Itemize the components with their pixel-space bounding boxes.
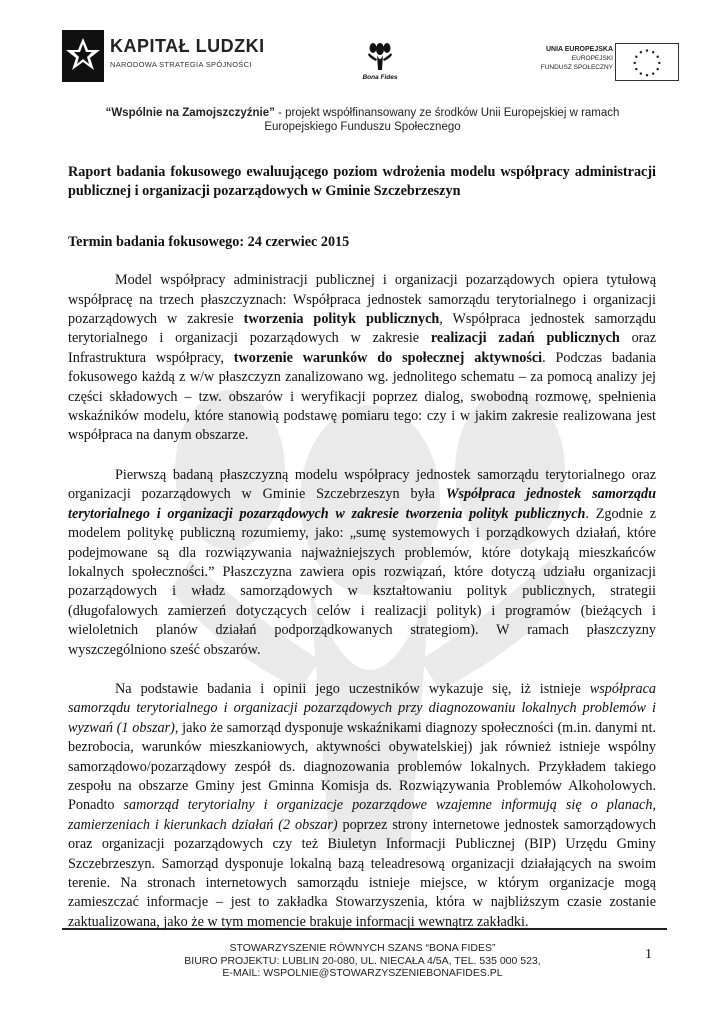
p3-text-2: , jako że samorząd dysponuje wskaźnikami diagnozy społeczności (m.in. danymi nt. bezrobocia, warunków mieszkaniowych, aktywności obywatelskiej) jak również istnieje wspólny samorządowo/pozarządowy zespół ds. diagnozowania problemów lokalnych. Przykładem takiego zespołu na obszarze Gminy jest Gminna Komisja ds. Rozwiązywania Problemów Alkoholowych. Ponadto — [68, 719, 656, 814]
project-line — [70, 106, 655, 134]
kapital-ludzki-icon — [62, 30, 104, 82]
paragraph-2 — [68, 466, 656, 660]
p2-text-2: . Zgodnie z modelem politykę publiczną rozumiemy, jako: „sumę systemowych i porządkowych działań, które podejmowane są dla rozwiązywania najważniejszych problemów, które dotykają mieszkańców lokalnych społeczności.” Płaszczyzna zawiera opis rozwiązań, które dotyczą udziału organizacji pozarządowych i władz samorządowych w kształtowaniu polityk publicznych, strategii (długofalowych zamierzeń dotyczących celów i realizacji polityk) i programów (bieżących i wieloletnich planów działań podporządkowanych strategiom). W ramach płaszczyzny wyszczególniono sześć obszarów. — [68, 505, 657, 658]
eu-line1: UNIA EUROPEJSKA — [545, 46, 613, 53]
footer-line-1: STOWARZYSZENIE RÓWNYCH SZANS “BONA FIDES” — [229, 942, 496, 954]
p1-text-1: Model współpracy administracji publicznej i organizacji pozarządowych opiera tytułową współpracę na trzech płaszczyznach: Współpraca jednostek samorządu terytorialnego i organizacji pozarządowych w zakresie — [68, 272, 656, 328]
p1-bold-3: tworzenie warunków do społecznej aktywności — [233, 349, 543, 366]
eu-text — [541, 45, 613, 72]
p1-text-4: . Podczas badania fokusowego każdą z w/w płaszczyzn zanalizowano wg. jednolitego schematu – za pomocą analizy jej części składowych – tzw. obszarów i weryfikacji poprzez dialog, swobodną rozmowę, spełnienia wskaźników modelu, które stanowią podstawę pomiaru tego: czy i w jakim zakresie realizowana jest współpraca na danym obszarze. — [68, 349, 657, 444]
p1-bold-1: tworzenia polityk publicznych — [243, 311, 440, 328]
paragraph-3 — [68, 680, 656, 932]
bona-fides-icon — [365, 40, 395, 72]
bona-fides-logo — [355, 40, 405, 92]
eu-flag-icon — [615, 43, 679, 81]
project-desc-2: Europejskiego Funduszu Społecznego — [264, 121, 461, 133]
footer-line-2: BIURO PROJEKTU: LUBLIN 20-080, UL. NIECAŁA 4/5A, TEL. 535 000 523, — [184, 954, 541, 967]
document-body — [68, 163, 656, 952]
p2-bold-italic-1: Współpraca jednostek samorządu terytorialnego i organizacji pozarządowych w zakresie tworzenia polityk publicznych — [68, 486, 656, 522]
study-date: Termin badania fokusowego: 24 czerwiec 2015 — [68, 233, 350, 250]
p3-text-3: poprzez strony internetowe jednostek samorządowych oraz organizacji pozarządowych czy też Biuletyn Informacji Publicznej (BIP) Urzędu Gminy Szczebrzeszyn. Samorząd dysponuje lokalną bazą teleadresową organizacji działających na swoim terenie. Na stronach internetowych samorządu istnieje miejsce, w którym organizacje mogą zamieszczać informacje – jest to zakładka Stowarzyszenia, która w najbliższym czasie zostanie zaktualizowana, jako że w tym momencie brakuje informacji wewnątrz zakładki. — [68, 816, 656, 930]
page-header — [0, 0, 725, 140]
kapital-ludzki-subtitle: NARODOWA STRATEGIA SPÓJNOŚCI — [110, 60, 252, 69]
kapital-ludzki-logo — [62, 30, 265, 90]
document-title: Raport badania fokusowego ewaluującego poziom wdrożenia modelu współpracy administracji publicznej i organizacji pozarządowych w Gminie Szczebrzeszyn — [68, 164, 656, 200]
bona-fides-label: Bona Fides — [362, 74, 398, 81]
eu-line3: FUNDUSZ SPOŁECZNY — [540, 64, 613, 71]
kapital-ludzki-title: KAPITAŁ LUDZKI — [110, 36, 265, 56]
p1-bold-2: realizacji zadań publicznych — [430, 330, 620, 347]
eu-line2: EUROPEJSKI — [571, 55, 613, 62]
p2-text-1: Pierwszą badaną płaszczyzną modelu współpracy jednostek samorządu terytorialnego oraz organizacji pozarządowych w Gminie Szczebrzeszyn była — [68, 466, 656, 503]
eu-logo — [523, 42, 683, 84]
p3-italic-1: współpraca samorządu terytorialnego i organizacji pozarządowych przy diagnozowaniu lokalnych problemów i wyzwań (1 obszar) — [68, 680, 656, 736]
paragraph-1 — [68, 271, 656, 446]
project-desc-1: - projekt współfinansowany ze środków Unii Europejskiej w ramach — [274, 107, 620, 119]
project-name: “Wspólnie na Zamojszczyźnie” — [105, 107, 275, 119]
p1-text-2: , Współpraca jednostek samorządu terytorialnego i organizacji pozarządowych w zakresie — [68, 311, 657, 347]
footer-line-3: E-MAIL: WSPOLNIE@STOWARZYSZENIEBONAFIDES.PL — [222, 967, 503, 979]
page-number: 1 — [645, 947, 652, 962]
p3-italic-2: samorząd terytorialny i organizacje pozarządowe wzajemne informują się o planach, zamierzeniach i kierunkach działań (2 obszar) — [68, 797, 656, 833]
p1-text-3: oraz Infrastruktura współpracy, — [68, 330, 657, 366]
p3-text-1: Na podstawie badania i opinii jego uczestników wykazuje się, iż istnieje — [115, 680, 590, 697]
